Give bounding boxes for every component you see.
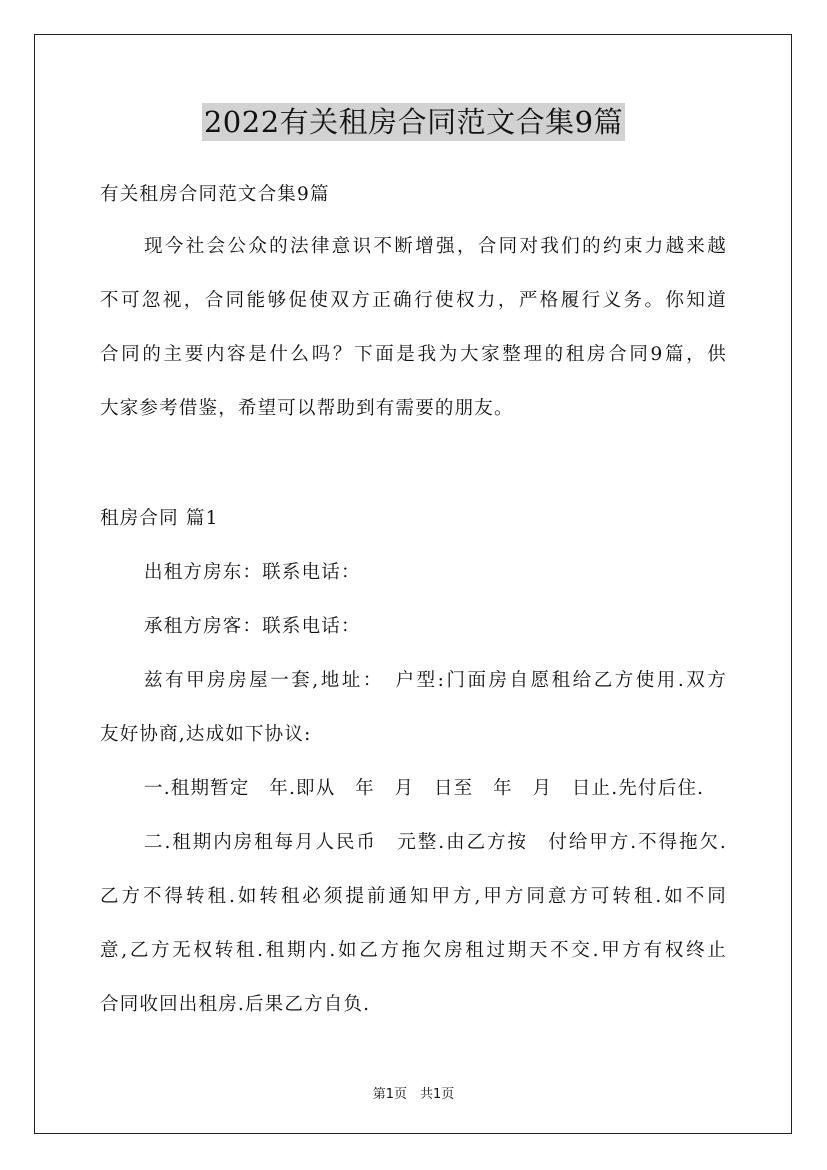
section-heading (100, 492, 727, 546)
tenant-line: 承租方房客：联系电话： (144, 616, 361, 637)
document-title (0, 100, 827, 141)
clause-2-line: 二.租期内房租每月人民币 元整.由乙方按 付给甲方.不得拖欠. (144, 832, 727, 853)
premises-line: 兹有甲房房屋一套,地址： 户型:门面房自愿租给乙方使用.双方 (144, 670, 727, 691)
document-subtitle (100, 168, 727, 222)
clause-1-line: 一.租期暂定 年.即从 年 月 日至 年 月 日止.先付后住. (144, 778, 705, 799)
section-heading-text: 租房合同 篇1 (100, 508, 219, 529)
landlord-line: 出租方房东：联系电话： (144, 562, 361, 583)
clause-2-line: 乙方不得转租.如转租必须提前通知甲方,甲方同意方可转租.如不同 (100, 886, 727, 907)
clause-2-line: 意,乙方无权转租.租期内.如乙方拖欠房租过期天不交.甲方有权终止 (100, 940, 727, 961)
page-number-text: 第1页 共1页 (372, 1087, 455, 1102)
clause-2-line: 合同收回出租房.后果乙方自负. (100, 994, 371, 1015)
subtitle-line: 有关租房合同范文合集9篇 (100, 184, 330, 205)
intro-line: 现今社会公众的法律意识不断增强，合同对我们的约束力越来越 (144, 236, 727, 257)
intro-paragraph (100, 220, 727, 436)
intro-line: 大家参考借鉴，希望可以帮助到有需要的朋友。 (100, 398, 514, 419)
contract-body (100, 546, 727, 1032)
document-title-text: 2022有关租房合同范文合集9篇 (203, 105, 624, 139)
intro-line: 不可忽视，合同能够促使双方正确行使权力，严格履行义务。你知道 (100, 290, 727, 311)
premises-line: 友好协商,达成如下协议: (100, 724, 312, 745)
page-footer (0, 1083, 827, 1102)
intro-line: 合同的主要内容是什么吗？下面是我为大家整理的租房合同9篇，供 (100, 344, 727, 365)
